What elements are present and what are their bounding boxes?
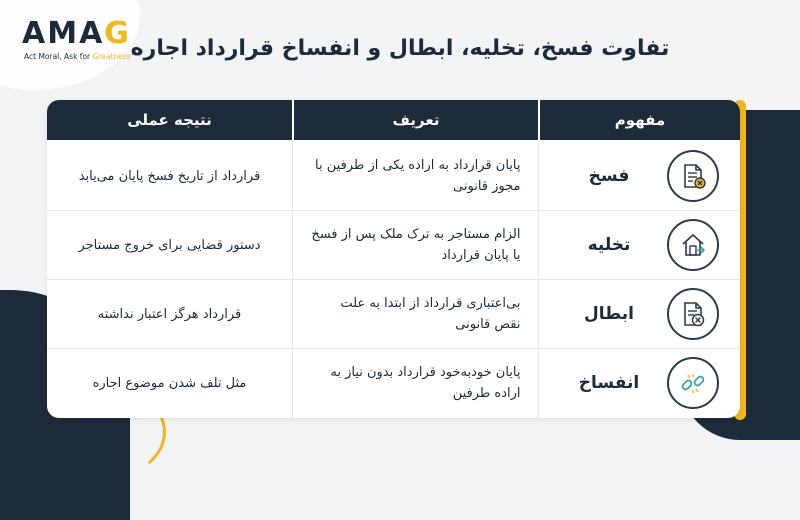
definition-text: بی‌اعتباری قرارداد از ابتدا به علت نقص قانونی bbox=[340, 296, 521, 332]
definition-text: پایان قرارداد به اراده یکی از طرفین با مجوز قانونی bbox=[315, 158, 521, 194]
concept-label: تخلیه bbox=[587, 235, 631, 255]
table-header bbox=[47, 100, 740, 140]
house-exit-icon bbox=[667, 219, 719, 271]
logo-mark: AMAG bbox=[22, 16, 131, 51]
definition-cell bbox=[293, 349, 538, 417]
table-row bbox=[47, 349, 740, 417]
document-x-icon bbox=[667, 150, 719, 202]
header-definition: تعریف bbox=[392, 111, 440, 129]
header-concept: مفهوم bbox=[614, 111, 666, 129]
result-cell bbox=[47, 349, 292, 417]
result-text: قرارداد هرگز اعتبار نداشته bbox=[97, 306, 242, 322]
concept-label: انفساخ bbox=[578, 373, 640, 393]
table-row bbox=[47, 142, 740, 210]
logo-tagline: Act Moral, Ask for Greatness bbox=[24, 52, 131, 61]
result-cell bbox=[47, 211, 292, 279]
definition-cell bbox=[293, 211, 538, 279]
concept-cell bbox=[539, 142, 740, 210]
header-result: نتیجه عملی bbox=[127, 111, 212, 129]
result-text: مثل تلف شدن موضوع اجاره bbox=[92, 375, 247, 391]
definition-cell bbox=[293, 280, 538, 348]
concept-label: فسخ bbox=[588, 166, 630, 186]
concept-label: ابطال bbox=[584, 304, 634, 324]
table-row bbox=[47, 280, 740, 348]
page-title: تفاوت فسخ، تخلیه، ابطال و انفساخ قرارداد اجاره bbox=[130, 36, 670, 61]
broken-link-icon bbox=[667, 357, 719, 409]
definition-text: الزام مستاجر به ترک ملک پس از فسخ یا پایان قرارداد bbox=[311, 227, 521, 263]
document-cancel-icon bbox=[667, 288, 719, 340]
result-text: دستور قضایی برای خروج مستاجر bbox=[78, 237, 261, 253]
table-row bbox=[47, 211, 740, 279]
result-cell bbox=[47, 280, 292, 348]
definition-cell bbox=[293, 142, 538, 210]
result-text: قرارداد از تاریخ فسخ پایان می‌یابد bbox=[78, 168, 261, 184]
concept-cell bbox=[539, 349, 740, 417]
definition-text: پایان خودبه‌خود قرارداد بدون نیاز به اراده طرفین bbox=[330, 365, 521, 401]
comparison-table bbox=[47, 100, 740, 418]
result-cell bbox=[47, 142, 292, 210]
concept-cell bbox=[539, 211, 740, 279]
concept-cell bbox=[539, 280, 740, 348]
